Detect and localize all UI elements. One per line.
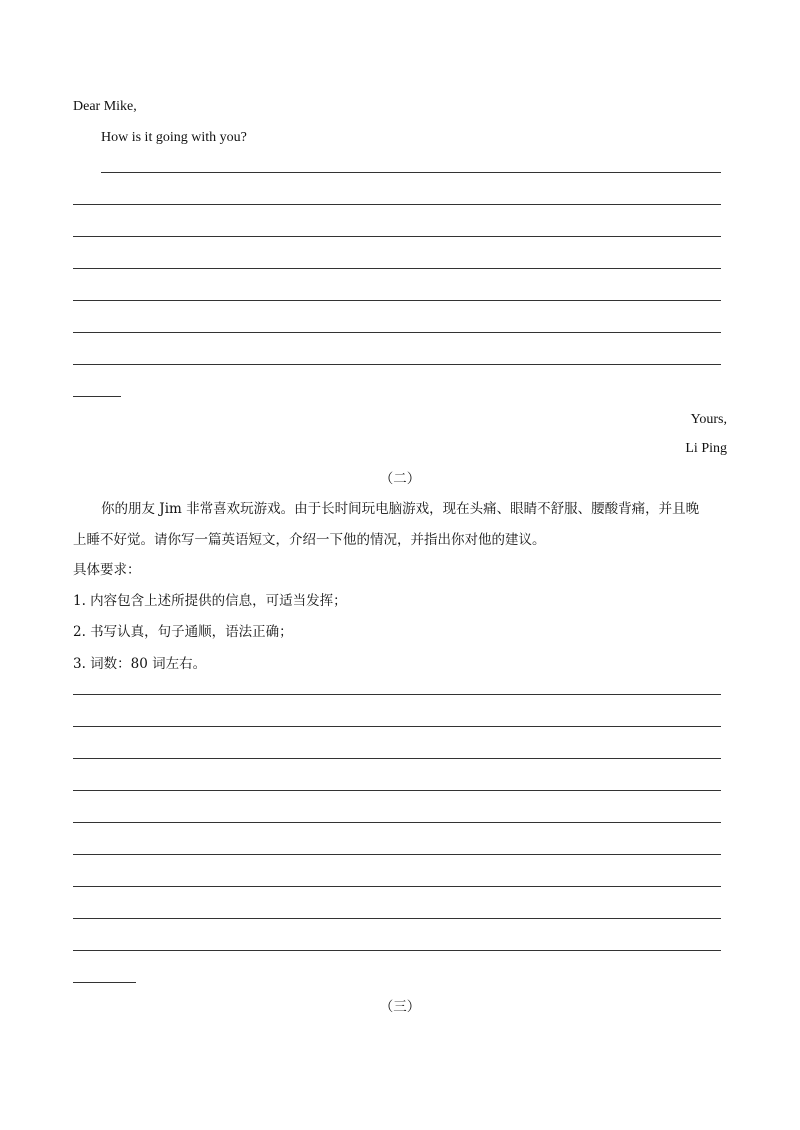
answer-line [73, 204, 721, 205]
answer-line [73, 236, 721, 237]
requirement-item: 3. 词数：80 词左右。 [73, 656, 207, 672]
requirement-item: 1. 内容包含上述所提供的信息，可适当发挥； [73, 593, 347, 609]
answer-line-short [73, 396, 121, 397]
requirement-item: 2. 书写认真，句子通顺，语法正确； [73, 624, 293, 640]
answer-line [73, 854, 721, 855]
answer-line [73, 790, 721, 791]
letter-closing: Yours, [690, 412, 727, 427]
letter-salutation: Dear Mike, [73, 99, 137, 114]
answer-line [73, 268, 721, 269]
answer-line [73, 918, 721, 919]
letter-opening: How is it going with you? [101, 130, 247, 145]
section-heading: （二） [379, 471, 421, 487]
answer-line [73, 822, 721, 823]
answer-line [101, 172, 721, 173]
answer-line [73, 694, 721, 695]
letter-signature: Li Ping [685, 441, 727, 456]
prompt-text: 上睡不好觉。请你写一篇英语短文，介绍一下他的情况，并指出你对他的建议。 [73, 532, 546, 548]
answer-line [73, 758, 721, 759]
section-heading: （三） [379, 999, 421, 1015]
prompt-text: 你的朋友 Jim 非常喜欢玩游戏。由于长时间玩电脑游戏，现在头痛、眼睛不舒服、腰酸背痛，并且晚 [101, 501, 700, 517]
answer-line [73, 300, 721, 301]
answer-line [73, 332, 721, 333]
answer-line [73, 364, 721, 365]
answer-line [73, 726, 721, 727]
answer-line-short [73, 982, 136, 983]
answer-line [73, 886, 721, 887]
requirements-title: 具体要求： [73, 562, 141, 578]
answer-line [73, 950, 721, 951]
